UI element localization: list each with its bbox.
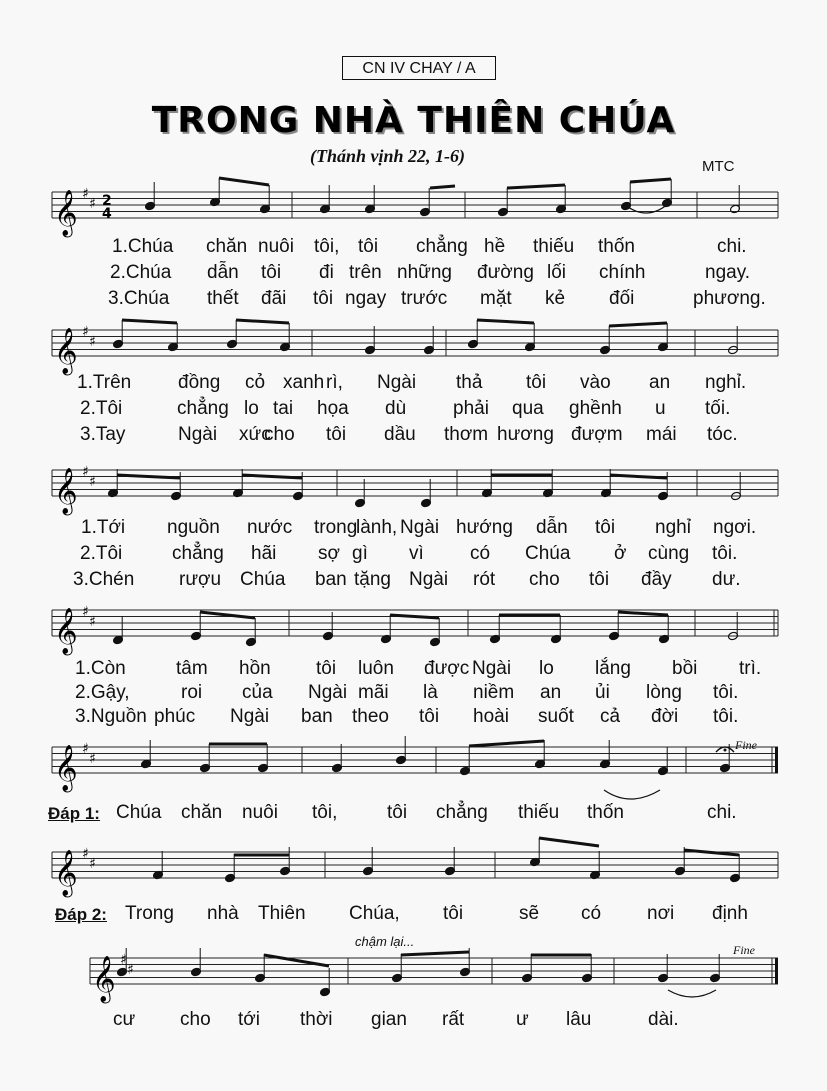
verse-lyric: 2.Chúa: [110, 262, 172, 283]
note-beam: [219, 178, 269, 185]
time-signature-top: 2: [102, 193, 112, 209]
verse-lyric: hãi: [251, 543, 277, 564]
verse-lyric: hề: [484, 236, 506, 257]
refrain-1-lyric: tôi: [387, 802, 408, 823]
verse-lyric: tôi,: [314, 236, 340, 257]
verse-lyric: luôn: [358, 658, 394, 679]
verse-lyric: tâm: [176, 658, 208, 679]
verse-lyric: Ngài: [230, 706, 270, 727]
verse-lyric: được: [424, 658, 470, 679]
verse-lyric: niềm: [473, 682, 515, 703]
verse-lyric: hương: [497, 424, 554, 445]
verse-lyric: ngay.: [705, 262, 751, 283]
note-beam: [618, 612, 668, 615]
verse-lyric: nghỉ: [655, 517, 691, 538]
treble-clef-icon: 𝄞: [54, 850, 78, 896]
verse-lyric: là: [423, 682, 438, 703]
sharp-icon: ♯: [82, 604, 89, 620]
verse-lyric: đi: [319, 262, 334, 283]
verse-lyric: cho: [264, 424, 295, 445]
fermata-dot: [724, 749, 727, 752]
time-signature-bottom: 4: [102, 206, 112, 222]
refrain-1-lyric: tôi,: [312, 802, 338, 823]
verse-lyric: xức: [239, 424, 271, 445]
verse-lyric: tôi: [526, 372, 547, 393]
verse-lyric: đồng: [178, 372, 221, 393]
refrain-2-lyric: tới: [238, 1009, 260, 1030]
verse-lyric: tóc.: [707, 424, 738, 445]
sharp-icon: ♯: [89, 474, 96, 490]
verse-lyric: rì,: [326, 372, 343, 393]
note-beam: [630, 179, 671, 182]
verse-lyric: u: [655, 398, 666, 419]
treble-clef-icon: 𝄞: [54, 328, 78, 374]
verse-lyric: cỏ: [245, 372, 266, 393]
refrain-1-label: Đáp 1:: [48, 804, 100, 823]
verse-lyric: đường: [477, 262, 534, 283]
psalm-reference: (Thánh vịnh 22, 1-6): [310, 146, 466, 166]
note-beam: [507, 185, 565, 188]
refrain-2-lyric: định: [712, 903, 748, 924]
verse-lyric: những: [397, 262, 452, 283]
verse-lyric: cả: [600, 706, 621, 727]
verse-lyric: rót: [473, 569, 496, 590]
verse-lyric: lối: [547, 262, 567, 283]
verse-lyric: 2.Tôi: [80, 543, 123, 564]
fine-marking-2: Fine: [733, 943, 755, 957]
verse-lyric: chẳng: [416, 236, 468, 257]
sharp-icon: ♯: [89, 196, 96, 212]
verse-lyric: Ngài: [409, 569, 449, 590]
verse-lyric: xanh: [283, 372, 325, 393]
refrain-2-lyric: thời: [300, 1009, 333, 1030]
verse-lyric: vào: [580, 372, 611, 393]
verse-lyric: phương.: [693, 288, 766, 309]
sharp-icon: ♯: [82, 846, 89, 862]
verse-lyric: trì.: [739, 658, 762, 679]
verse-lyric: kẻ: [545, 288, 566, 309]
verse-lyric: ngay: [345, 288, 387, 309]
verse-lyric: gì: [352, 543, 368, 564]
note-beam: [539, 838, 599, 846]
verse-lyric: thiếu: [533, 236, 575, 257]
note-beam: [609, 323, 667, 326]
treble-clef-icon: 𝄞: [92, 956, 116, 1002]
verse-lyric: thả: [456, 372, 483, 393]
note-beam: [610, 475, 667, 478]
refrain-2-lyric: tôi: [443, 903, 464, 924]
refrain-2-lyric: gian: [371, 1009, 407, 1030]
verse-lyric: lắng: [595, 658, 631, 679]
verse-lyric: lành,: [356, 517, 398, 538]
verse-lyric: chi.: [717, 236, 747, 257]
verse-lyric: chẳng: [177, 398, 229, 419]
liturgical-tag: CN IV CHAY / A: [342, 56, 496, 80]
composer: MTC: [702, 158, 735, 175]
verse-lyric: tôi: [358, 236, 379, 257]
refrain-1-lyric: thiếu: [518, 802, 560, 823]
verse-lyric: Chúa: [525, 543, 571, 564]
verse-lyric: 2.Gậy,: [75, 682, 130, 703]
note-beam: [477, 320, 534, 323]
verse-lyric: lo: [539, 658, 554, 679]
verse-lyric: ở: [614, 543, 627, 564]
verse-lyric: dư.: [712, 569, 741, 590]
refrain-1-lyric: thốn: [587, 802, 624, 823]
note-beam: [242, 475, 302, 478]
verse-lyric: tôi: [316, 658, 337, 679]
refrain-1-lyric: Chúa: [116, 802, 162, 823]
verse-lyric: lo: [244, 398, 259, 419]
refrain-2-lyric: nhà: [207, 903, 239, 924]
verse-lyric: trên: [349, 262, 382, 283]
tempo-marking: chậm lại...: [355, 934, 415, 949]
verse-lyric: sợ: [318, 543, 340, 564]
verse-lyric: mái: [646, 424, 677, 445]
verse-lyric: trong: [314, 517, 358, 538]
verse-lyric: dẫn: [207, 262, 239, 283]
verse-lyric: thơm: [444, 424, 489, 445]
verse-lyric: chính: [599, 262, 646, 283]
final-bar-line: [775, 747, 778, 773]
refrain-1-lyric: nuôi: [242, 802, 278, 823]
note-beam: [390, 615, 439, 618]
treble-clef-icon: 𝄞: [54, 608, 78, 654]
refrain-2-lyric: rất: [442, 1009, 465, 1030]
verse-lyric: mặt: [480, 288, 512, 309]
verse-lyric: 1.Chúa: [112, 236, 174, 257]
note-beam: [430, 186, 455, 188]
refrain-2-lyric: Trong: [125, 903, 174, 924]
fine-marking-1: Fine: [735, 738, 757, 752]
note-beam: [236, 320, 289, 323]
sharp-icon: ♯: [89, 856, 96, 872]
refrain-1-lyric: chẳng: [436, 802, 488, 823]
sharp-icon: ♯: [127, 962, 134, 978]
verse-lyric: Ngài: [377, 372, 417, 393]
verse-lyric: Ngài: [178, 424, 218, 445]
refrain-2-lyric: dài.: [648, 1009, 679, 1030]
verse-lyric: an: [540, 682, 562, 703]
verse-lyric: nước: [247, 517, 293, 538]
refrain-1-lyric: chi.: [707, 802, 737, 823]
verse-lyric: dầu: [384, 424, 416, 445]
verse-lyric: tôi.: [713, 682, 739, 703]
refrain-2-lyric: nơi: [647, 903, 675, 924]
verse-lyric: của: [242, 682, 273, 703]
verse-lyric: ủi: [595, 682, 610, 703]
verse-lyric: qua: [512, 398, 544, 419]
verse-lyric: rượu: [179, 569, 222, 590]
refrain-2-lyric: sẽ: [519, 903, 540, 924]
verse-lyric: 3.Chúa: [108, 288, 170, 309]
verse-lyric: nghỉ.: [705, 372, 747, 393]
refrain-2-lyric: lâu: [566, 1009, 592, 1030]
verse-lyric: tôi: [313, 288, 334, 309]
sharp-icon: ♯: [82, 464, 89, 480]
verse-lyric: hoài: [473, 706, 509, 727]
refrain-2-lyric: Thiên: [258, 903, 306, 924]
verse-lyric: nguồn: [167, 517, 220, 538]
verse-lyric: họa: [317, 398, 349, 419]
verse-lyric: tôi: [261, 262, 282, 283]
verse-lyric: đầy: [641, 569, 672, 590]
verse-lyric: có: [470, 543, 491, 564]
verse-lyric: chẳng: [172, 543, 224, 564]
verse-lyric: phải: [453, 398, 489, 419]
verse-lyric: đời: [651, 706, 679, 727]
note-beam: [469, 741, 544, 746]
verse-lyric: Chúa: [240, 569, 286, 590]
verse-lyric: tôi.: [713, 706, 739, 727]
final-bar-line: [775, 958, 778, 984]
verse-lyric: đối: [609, 288, 635, 309]
verse-lyric: ban: [315, 569, 347, 590]
treble-clef-icon: 𝄞: [54, 745, 78, 791]
verse-lyric: hồn: [239, 658, 271, 679]
verse-lyric: roi: [181, 682, 203, 703]
refrain-2-label: Đáp 2:: [55, 905, 107, 924]
verse-lyric: ghềnh: [569, 398, 622, 419]
verse-lyric: dẫn: [536, 517, 568, 538]
verse-lyric: ban: [301, 706, 333, 727]
verse-lyric: Ngài: [472, 658, 512, 679]
verse-lyric: 3.Chén: [73, 569, 135, 590]
verse-lyric: theo: [352, 706, 389, 727]
verse-lyric: tai: [273, 398, 294, 419]
verse-lyric: mãi: [358, 682, 389, 703]
note-beam: [122, 320, 177, 323]
sharp-icon: ♯: [120, 952, 127, 968]
refrain-2-lyric: có: [581, 903, 602, 924]
note-beam: [401, 952, 469, 955]
verse-lyric: chăn: [206, 236, 248, 257]
verse-lyric: tôi: [326, 424, 347, 445]
verse-lyric: thốn: [598, 236, 635, 257]
verse-lyric: vì: [409, 543, 424, 564]
verse-lyric: 1.Còn: [75, 658, 126, 679]
verse-lyric: 3.Nguồn: [75, 706, 147, 727]
verse-lyric: tôi: [419, 706, 440, 727]
verse-lyric: tặng: [354, 569, 391, 590]
note-beam: [200, 612, 255, 618]
tie: [668, 990, 716, 997]
verse-lyric: hướng: [456, 517, 513, 538]
verse-lyric: Ngài: [308, 682, 348, 703]
verse-lyric: tôi: [589, 569, 610, 590]
verse-lyric: suốt: [538, 706, 574, 727]
sharp-icon: ♯: [89, 334, 96, 350]
refrain-2-lyric: cư: [113, 1009, 136, 1030]
verse-lyric: đượm: [571, 424, 623, 445]
note-beam: [117, 475, 180, 478]
verse-lyric: 1.Trên: [77, 372, 132, 393]
verse-lyric: Ngài: [400, 517, 440, 538]
verse-lyric: nuôi: [258, 236, 294, 257]
sharp-icon: ♯: [82, 186, 89, 202]
verse-lyric: an: [649, 372, 671, 393]
verse-lyric: cùng: [648, 543, 690, 564]
verse-lyric: 1.Tới: [81, 517, 126, 538]
verse-lyric: tôi: [595, 517, 616, 538]
verse-lyric: đãi: [261, 288, 287, 309]
sharp-icon: ♯: [89, 751, 96, 767]
treble-clef-icon: 𝄞: [54, 468, 78, 514]
verse-lyric: dù: [385, 398, 407, 419]
song-title: TRONG NHÀ THIÊN CHÚA: [151, 100, 676, 141]
verse-lyric: trước: [401, 288, 448, 309]
tie: [604, 790, 660, 799]
verse-lyric: lòng: [646, 682, 682, 703]
sharp-icon: ♯: [82, 741, 89, 757]
verse-lyric: 2.Tôi: [80, 398, 123, 419]
verse-lyric: bồi: [672, 658, 698, 679]
verse-lyric: cho: [529, 569, 560, 590]
verse-lyric: thết: [207, 288, 239, 309]
verse-lyric: ngơi.: [713, 517, 757, 538]
treble-clef-icon: 𝄞: [54, 190, 78, 236]
refrain-1-lyric: chăn: [181, 802, 223, 823]
sharp-icon: ♯: [89, 614, 96, 630]
verse-lyric: 3.Tay: [80, 424, 126, 445]
verse-lyric: tối.: [705, 398, 731, 419]
refrain-2-lyric: Chúa,: [349, 903, 400, 924]
refrain-2-lyric: cho: [180, 1009, 211, 1030]
verse-lyric: phúc: [154, 706, 196, 727]
refrain-2-lyric: ư: [516, 1009, 529, 1030]
sharp-icon: ♯: [82, 324, 89, 340]
verse-lyric: tôi.: [712, 543, 738, 564]
